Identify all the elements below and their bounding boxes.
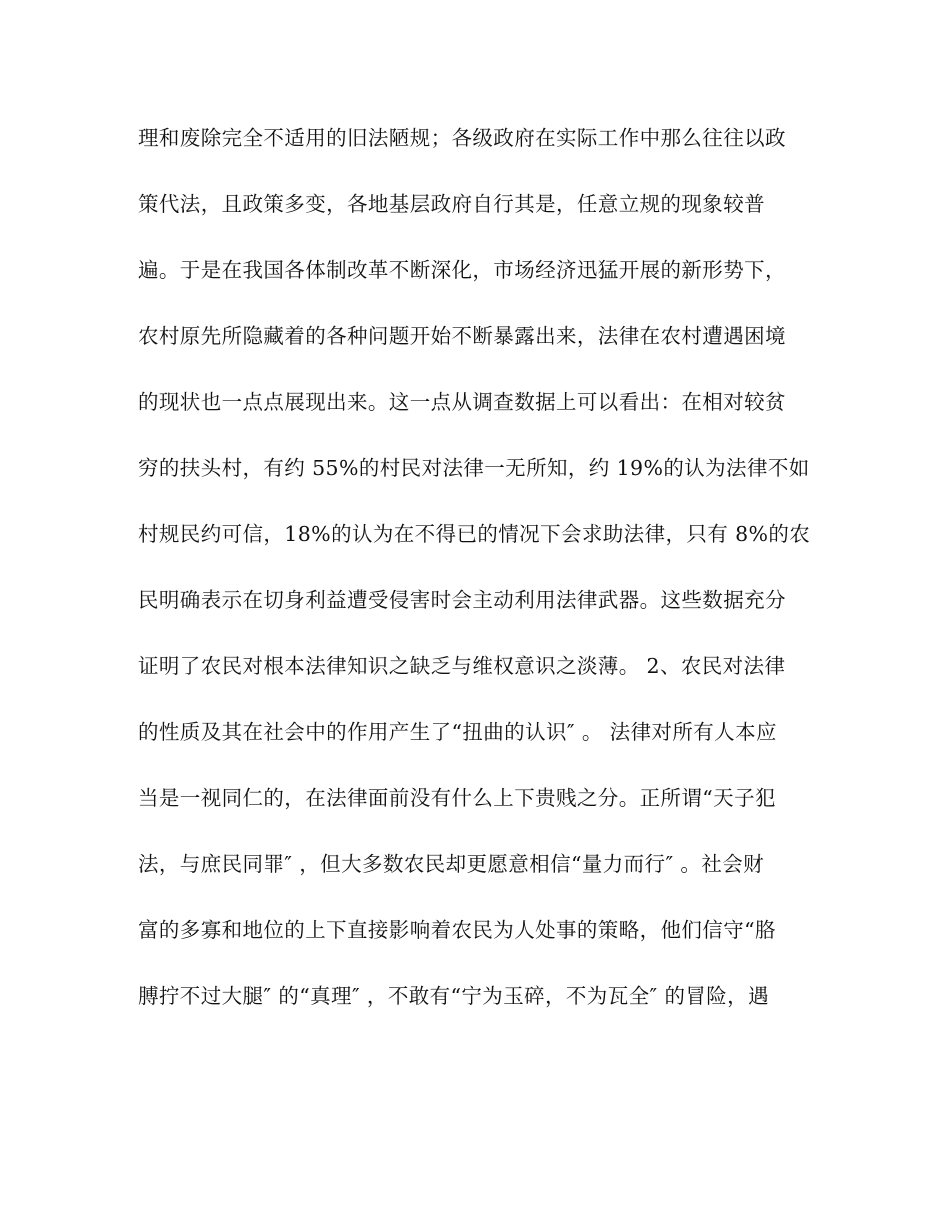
text-line: 当是一视同仁的，在法律面前没有什么上下贵贱之分。正所谓“天子犯 bbox=[138, 786, 776, 810]
text-line: 膊拧不过大腿″ 的“真理″ ，不敢有“宁为玉碎，不为瓦全″ 的冒险，遇 bbox=[138, 984, 769, 1008]
text-line: 的现状也一点点展现出来。这一点从调查数据上可以看出：在相对较贫 bbox=[138, 390, 786, 414]
text-line: 富的多寡和地位的上下直接影响着农民为人处事的策略，他们信守“胳 bbox=[138, 918, 776, 942]
text-line: 村规民约可信，18%的认为在不得已的情况下会求助法律，只有 8%的农 bbox=[138, 522, 811, 546]
text-line: 策代法，且政策多变，各地基层政府自行其是，任意立规的现象较普 bbox=[138, 192, 765, 216]
text-line: 法，与庶民同罪″ ，但大多数农民却更愿意相信“量力而行″ 。社会财 bbox=[138, 852, 765, 876]
text-line: 的性质及其在社会中的作用产生了“扭曲的认识″ 。 法律对所有人本应 bbox=[138, 720, 777, 744]
text-line: 穷的扶头村，有约 55%的村民对法律一无所知，约 19%的认为法律不如 bbox=[138, 456, 810, 480]
text-line: 农村原先所隐藏着的各种问题开始不断暴露出来，法律在农村遭遇困境 bbox=[138, 324, 786, 348]
text-line: 理和废除完全不适用的旧法陋规；各级政府在实际工作中那么往往以政 bbox=[138, 126, 786, 150]
text-line: 民明确表示在切身利益遭受侵害时会主动利用法律武器。这些数据充分 bbox=[138, 588, 786, 612]
text-line: 证明了农民对根本法律知识之缺乏与维权意识之淡薄。 2、农民对法律 bbox=[138, 654, 786, 678]
text-line: 遍。于是在我国各体制改革不断深化，市场经济迅猛开展的新形势下， bbox=[138, 258, 786, 282]
body-text bbox=[138, 118, 828, 1042]
